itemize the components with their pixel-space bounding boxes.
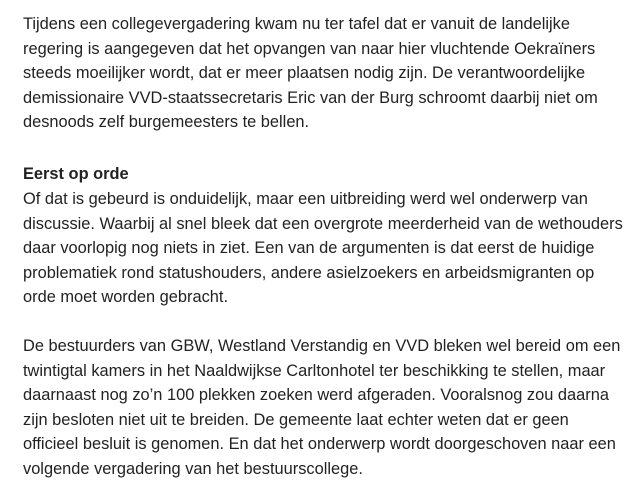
article-paragraph: Tijdens een collegevergadering kwam nu ter tafel dat er vanuit de landelijke regering is aangegeven dat het opvangen van naar hier vluchtende Oekraïners steeds moeilijker wordt, dat er meer plaatsen nodig zijn. De verantwoordelijke demissionaire VVD-staatssecretaris Eric van der Burg schroomt daarbij niet om desnoods zelf burgemeesters te bellen. (23, 15, 598, 132)
article-paragraph: Of dat is gebeurd is onduidelijk, maar een uitbreiding werd wel onderwerp van discussie. Waarbij al snel bleek dat een overgrote meerderheid van de wethouders daar voorlopig nog niets in ziet. Een van de argumenten is dat eerst de huidige problematiek rond statushouders, andere asielzoekers en arbeidsmigranten op orde moet worden gebracht. (23, 189, 623, 307)
article-body (23, 12, 623, 482)
section-heading: Eerst op orde (23, 164, 129, 183)
article-paragraph: De bestuurders van GBW, Westland Verstandig en VVD bleken wel bereid om een twintigtal kamers in het Naaldwijkse Carltonhotel ter beschikking te stellen, maar daarnaast nog zo’n 100 plekken zoeken werd afgeraden. Vooralsnog zou daarna zijn besloten niet uit te breiden. De gemeente laat echter weten dat er geen officieel besluit is genomen. En dat het onderwerp wordt doorgeschoven naar een volgende vergadering van het bestuurscollege. (23, 336, 621, 478)
